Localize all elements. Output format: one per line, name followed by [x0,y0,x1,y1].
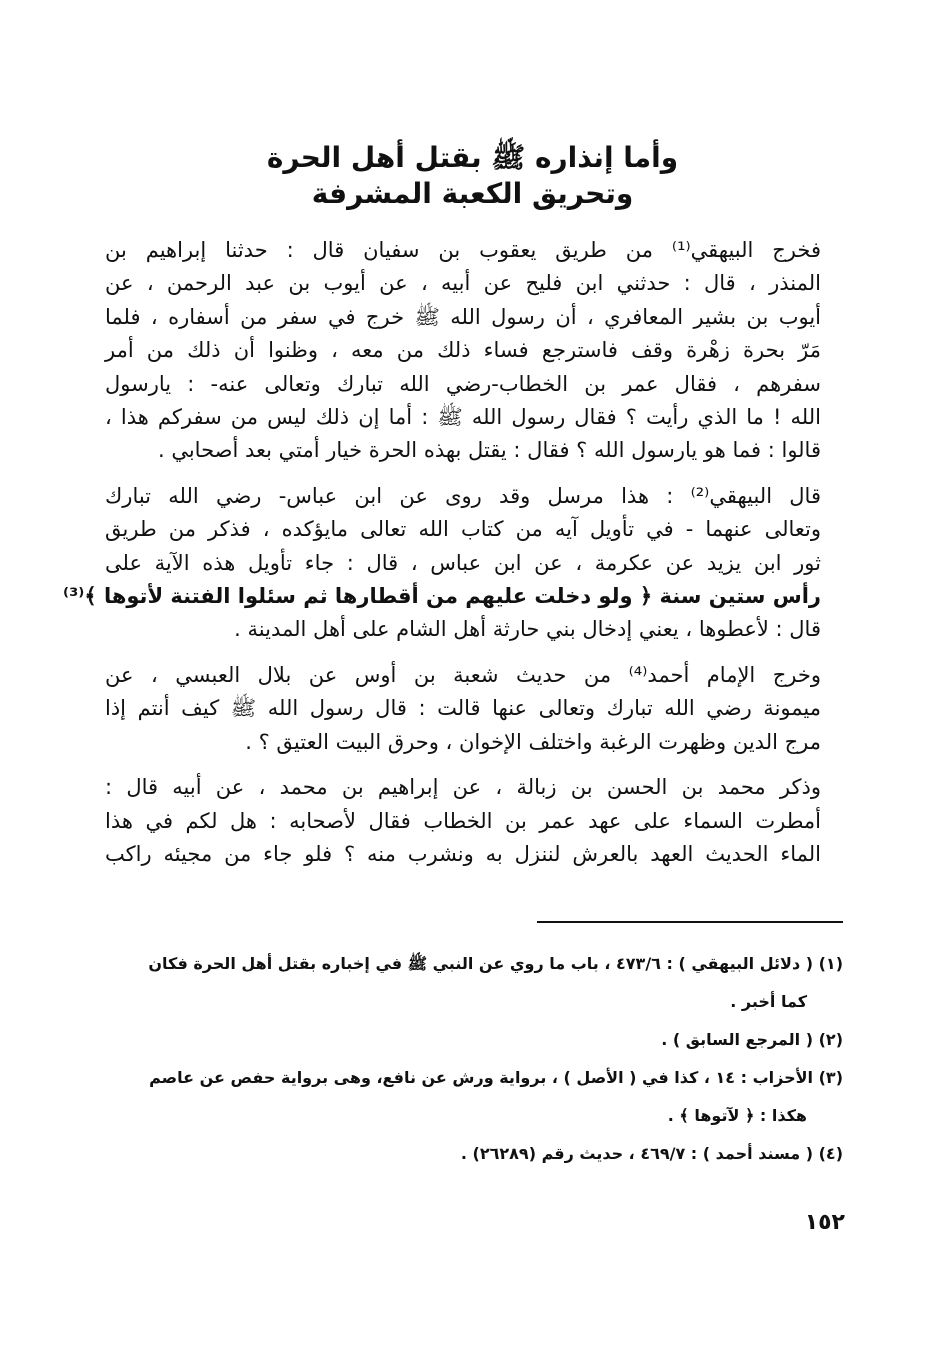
text-line: المنذر ، قال : حدثني ابن فليح عن أبيه ، عن أيوب بن عبد الرحمن ، عن [105,271,821,296]
footnote-divider [537,921,843,923]
footnotes [108,945,843,1173]
text-line: ثور ابن يزيد عن عكرمة ، عن ابن عباس ، قال : جاء تأويل هذه الآية على [105,550,821,575]
text-line: قال البيهقي⁽²⁾ : هذا مرسل وقد روى عن ابن عباس- رضي الله تبارك [105,483,821,508]
footnote-4: (٤) ( مسند أحمد ) : ٤٦٩/٧ ، حديث رقم (٢٦٢٨٩) . [460,1144,843,1163]
text-line: سفرهم ، فقال عمر بن الخطاب-رضي الله تبارك وتعالى عنه- : يارسول [105,371,821,396]
text-line: قال : لأعطوها ، يعني إدخال بني حارثة أهل الشام على أهل المدينة . [234,617,821,642]
footnote-2: (٢) ( المرجع السابق ) . [661,1030,843,1049]
text-line: مَرّ بحرة زهْرة وقف فاسترجع فساء ذلك من معه ، وظنوا أن ذلك من أمر [105,338,821,363]
text-line: مرج الدين وظهرت الرغبة واختلف الإخوان ، وحرق البيت العتيق ؟ . [245,729,821,754]
page-number: ١٥٢ [804,1210,845,1235]
footnote-1-continued: كما أخبر . [730,992,807,1011]
text-line: فخرج البيهقي⁽¹⁾ من طريق يعقوب بن سفيان قال : حدثنا إبراهيم بن [105,238,821,262]
paragraph-3 [105,659,843,759]
text-line: وخرج الإمام أحمد⁽⁴⁾ من حديث شعبة بن أوس عن بلال العبسي ، عن [105,662,821,687]
text-line: أيوب بن بشير المعافري ، أن رسول الله ﷺ خرج في سفر من أسفاره ، فلما [105,304,821,329]
text-line: وتعالى عنهما - في تأويل آيه من كتاب الله تعالى مايؤكده ، فذكر من طريق [105,517,821,542]
quran-verse-line: رأس ستين سنة ﴿ ولو دخلت عليهم من أقطارها ثم سئلوا الفتنة لأتوها ﴾⁽³⁾ [63,584,821,609]
text-line: قالوا : فما هو يارسول الله ؟ فقال : يقتل بهذه الحرة خيار أمتي بعد أصحابي . [157,438,821,463]
footnote-3: (٣) الأحزاب : ١٤ ، كذا في ( الأصل ) ، برواية ورش عن نافع، وهى برواية حفص عن عاصم [149,1068,843,1087]
paragraph-2 [63,480,843,647]
footnote-1: (١) ( دلائل البيهقي ) : ٤٧٣/٦ ، باب ما روي عن النبي ﷺ في إخباره بقتل أهل الحرة فكان [148,954,843,973]
chapter-title-line-1: وأما إنذاره ﷺ بقتل أهل الحرة [266,141,679,174]
paragraph-1 [105,234,843,468]
text-line: الماء الحديث العهد بالعرش لننزل به ونشرب منه ؟ فلو جاء من مجيئه راكب [105,841,821,866]
chapter-title-line-2: وتحريق الكعبة المشرفة [311,177,634,210]
main-text [63,234,843,883]
text-line: ميمونة رضي الله تبارك وتعالى عنها قالت : قال رسول الله ﷺ كيف أنتم إذا [105,696,821,721]
text-line: الله ! ما الذي رأيت ؟ فقال رسول الله ﷺ : أما إن ذلك ليس من سفركم هذا ، [105,405,821,430]
paragraph-4 [105,771,843,871]
text-line: أمطرت السماء على عهد عمر بن الخطاب فقال لأصحابه : هل لكم في هذا [105,808,821,833]
text-line: وذكر محمد بن الحسن بن زبالة ، عن إبراهيم بن محمد ، عن أبيه قال : [105,775,821,800]
footnote-3-continued: هكذا : ﴿ لآتوها ﴾ . [667,1106,807,1125]
